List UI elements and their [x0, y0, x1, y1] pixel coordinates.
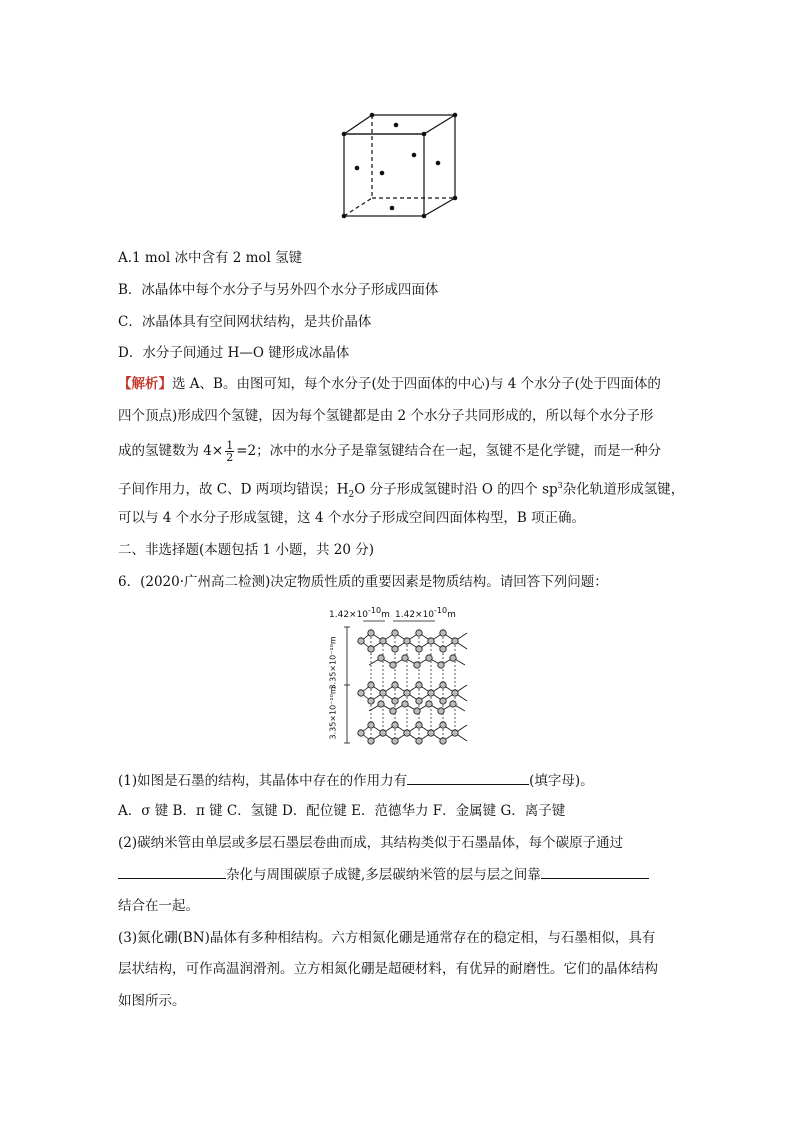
ice-option-d: D．水分子间通过 H—O 键形成冰晶体: [118, 345, 350, 361]
question-6-choices: A．σ 键 B．π 键 C．氢键 D．配位键 E．范德华力 F．金属键 G．离子键: [118, 803, 566, 819]
analysis-line-2: 四个顶点)形成四个氢键，因为每个氢键都是由 2 个水分子共同形成的，所以每个水分子形: [118, 408, 654, 424]
analysis-tag: 【解析】: [118, 376, 172, 392]
question-6-part-2-line-1: (2)碳纳米管由单层或多层石墨层卷曲而成，其结构类似于石墨晶体，每个碳原子通过: [118, 835, 624, 851]
analysis-line-1: [118, 374, 661, 394]
ice-option-a: A.1 mol 冰中含有 2 mol 氢键: [118, 250, 303, 266]
layer-spacing-label-top: 3.35×10⁻¹⁰m: [328, 636, 338, 690]
analysis-text-3a: 成的氢键数为 4×: [118, 443, 224, 459]
question-6-part-3-line-1: (3)氮化硼(BN)晶体有多种相结构。六方相氮化硼是通常存在的稳定相，与石墨相似，具有: [118, 930, 656, 946]
question-6-part-1: (1)如图是石墨的结构，其晶体中存在的作用力有 (填字母)。: [118, 770, 594, 791]
fraction-numerator: 1: [226, 439, 234, 452]
bond-length-label-left: $1.42\times 10^{-10}m$: [329, 606, 390, 620]
analysis-line-5: 可以与 4 个水分子形成氢键，这 4 个水分子形成空间四面体构型，B 项正确。: [118, 510, 586, 526]
ice-option-b: B．冰晶体中每个水分子与另外四个水分子形成四面体: [118, 282, 439, 298]
answer-blank-2[interactable]: [118, 864, 226, 879]
analysis-line-3: [118, 440, 661, 463]
fraction-denominator: 2: [226, 451, 234, 464]
h2o-subscript: 2: [348, 490, 355, 501]
analysis-line-4: [118, 476, 684, 505]
analysis-text-4b: O 分子形成氢键时沿 O 的四个 sp: [354, 481, 558, 498]
graphite-structure-figure: [325, 603, 485, 748]
layer-spacing-label-bottom: 3.35×10⁻¹⁰m: [328, 686, 338, 740]
h2o-h: H: [336, 481, 349, 498]
section-heading: 二、非选择题(本题包括 1 小题，共 20 分): [118, 542, 374, 558]
analysis-text-1: 选 A、B。由图可知，每个水分子(处于四面体的中心)与 4 个水分子(处于四面体的: [172, 376, 661, 392]
question-6-part-3-line-2: 层状结构，可作高温润滑剂。立方相氮化硼是超硬材料，有优异的耐磨性。它们的晶体结构: [118, 961, 658, 977]
question-6-part-3-line-3: 如图所示。: [118, 993, 186, 1009]
fraction-one-half: [225, 440, 234, 463]
analysis-text-4: 子间作用力，故 C、D 两项均错误；: [118, 481, 337, 498]
answer-blank-1[interactable]: [407, 770, 529, 785]
sp3-superscript: 3: [557, 481, 563, 490]
analysis-text-3b: =2；冰中的水分子是靠氢键结合在一起，氢键不是化学键，而是一种分: [236, 443, 662, 459]
graphite-lattice-svg: [325, 603, 485, 748]
ice-option-c: C．冰晶体具有空间网状结构，是共价晶体: [118, 314, 372, 330]
question-6-part-2-line-3: 结合在一起。: [118, 898, 199, 914]
bond-length-label-right: $1.42\times 10^{-10}m$: [395, 606, 456, 620]
analysis-text-4c: 杂化轨道形成氢键，: [562, 481, 685, 498]
answer-blank-3[interactable]: [541, 864, 649, 879]
ice-crystal-cube-figure: [330, 100, 480, 225]
question-6-stem: 6．(2020·广州高二检测)决定物质性质的重要因素是物质结构。请回答下列问题：: [118, 574, 608, 590]
question-6-part-2-line-2: 杂化与周围碳原子成键,多层碳纳米管的层与层之间靠: [118, 864, 649, 885]
